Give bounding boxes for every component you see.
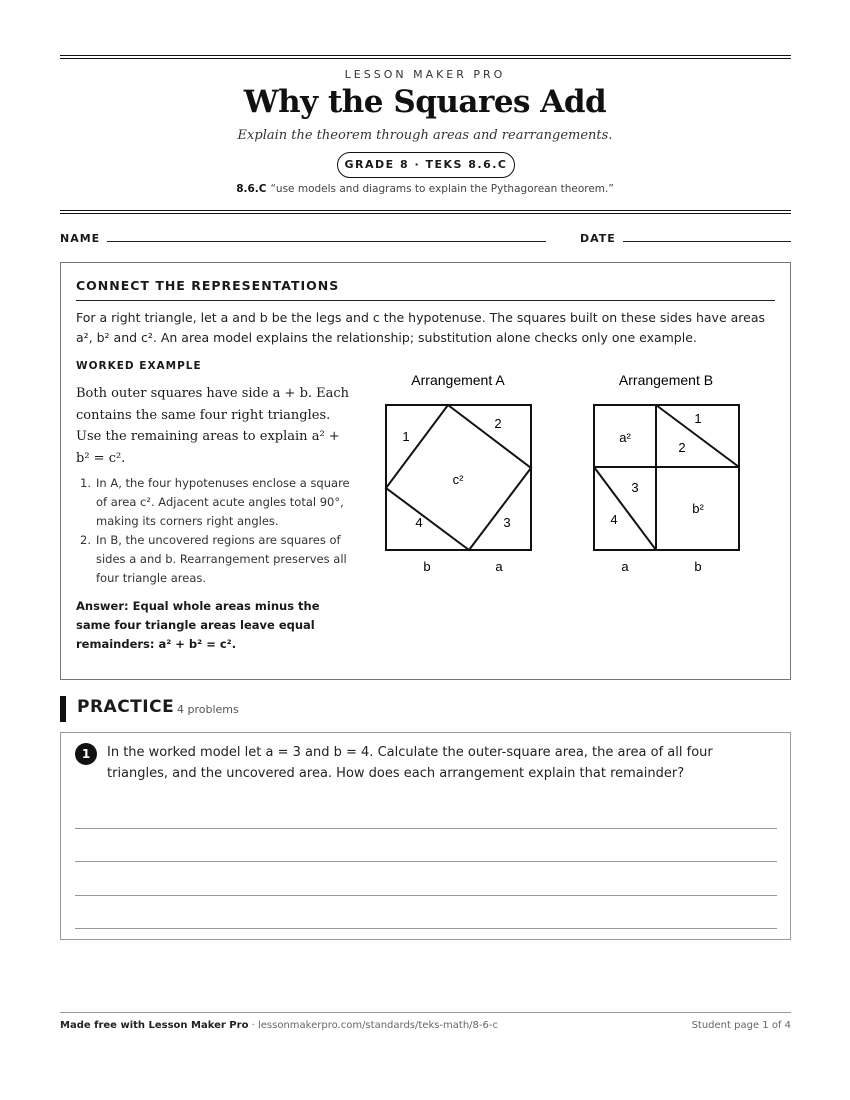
- worked-answer: Answer: Equal whole areas minus the same four triangle areas leave equal remainders: a² + b² = c².: [76, 599, 320, 651]
- arrangement-a-label-3: 3: [503, 515, 511, 530]
- standard-line: [0, 183, 850, 195]
- arrangement-a-bottom-label-b: b: [423, 559, 431, 574]
- answer-line[interactable]: [75, 928, 777, 929]
- worked-step: 1. In A, the four hypotenuses enclose a square of area c². Adjacent acute angles total 90°, making its corners right angles.: [80, 476, 350, 528]
- footer-credit: [60, 1020, 498, 1031]
- arrangement-a-title: Arrangement A: [411, 372, 505, 388]
- practice-count: 4 problems: [177, 703, 239, 716]
- practice-title: PRACTICE: [77, 697, 175, 717]
- arrangement-b-label-1: 1: [694, 411, 702, 426]
- date-label: DATE: [580, 232, 616, 245]
- name-field[interactable]: [107, 241, 546, 242]
- grade-badge: GRADE 8 · TEKS 8.6.C: [337, 152, 515, 178]
- footer-rule: [60, 1012, 791, 1013]
- problem-text: In the worked model let a = 3 and b = 4. Calculate the outer-square area, the area of all four triangles, and the uncovered area. How does each arrangement explain that remainder?: [107, 745, 713, 781]
- arrangement-b-outer-square: [594, 405, 739, 550]
- footer-url[interactable]: · lessonmakerpro.com/standards/teks-math/8-6-c: [248, 1020, 498, 1031]
- arrangement-b-label-4: 4: [610, 512, 618, 527]
- arrangement-b-a-squared: a²: [619, 430, 631, 445]
- top-double-rule: [60, 55, 791, 56]
- connect-rule: [76, 300, 775, 301]
- worked-example-text: Both outer squares have side a + b. Each contains the same four right triangles. Use the remaining areas to explain a² + b² = c².: [76, 386, 350, 466]
- pythagorean-arrangements-diagram: [381, 366, 781, 574]
- arrangement-b-bottom-label-a: a: [621, 559, 629, 574]
- worked-steps: [76, 474, 356, 588]
- connect-title: CONNECT THE REPRESENTATIONS: [76, 278, 340, 293]
- standard-text: “use models and diagrams to explain the Pythagorean theorem.”: [270, 183, 614, 195]
- arrangement-b-diagonal-bottom: [594, 467, 656, 550]
- answer-line[interactable]: [75, 895, 777, 896]
- problem-card: [60, 732, 791, 940]
- header-double-rule: [60, 210, 791, 211]
- brand-name: LESSON MAKER PRO: [344, 68, 506, 81]
- arrangement-a-label-1: 1: [402, 429, 410, 444]
- worked-example-label: WORKED EXAMPLE: [76, 360, 202, 372]
- arrangement-b-label-3: 3: [631, 480, 639, 495]
- answer-line[interactable]: [75, 861, 777, 862]
- arrangement-a-center-label: c²: [452, 472, 464, 487]
- practice-accent-bar: [60, 696, 66, 722]
- answer-line[interactable]: [75, 828, 777, 829]
- arrangement-b-title: Arrangement B: [618, 372, 714, 388]
- worked-step: 2. In B, the uncovered regions are squares of sides a and b. Rearrangement preserves all four triangle areas.: [80, 533, 347, 585]
- arrangement-a-bottom-label-a: a: [495, 559, 503, 574]
- name-label: NAME: [60, 232, 101, 245]
- footer-made-with: Made free with Lesson Maker Pro: [60, 1020, 249, 1031]
- arrangement-b-label-2: 2: [678, 440, 686, 455]
- arrangement-a-label-4: 4: [415, 515, 423, 530]
- standard-code: 8.6.C: [236, 183, 267, 195]
- arrangement-b-bottom-label-b: b: [694, 559, 702, 574]
- connect-representations-box: [60, 262, 791, 680]
- arrangement-b-b-squared: b²: [692, 501, 704, 516]
- problem-number-badge: 1: [75, 743, 97, 765]
- arrangement-a-label-2: 2: [494, 416, 502, 431]
- page-title: Why the Squares Add: [243, 84, 607, 120]
- footer-page-number: Student page 1 of 4: [691, 1020, 791, 1031]
- connect-intro: For a right triangle, let a and b be the legs and c the hypotenuse. The squares built on these sides have areas a², b² and c². An area model explains the relationship; substitution alone checks only one example.: [76, 310, 766, 345]
- page-subtitle: Explain the theorem through areas and rearrangements.: [237, 128, 613, 143]
- date-field[interactable]: [623, 241, 791, 242]
